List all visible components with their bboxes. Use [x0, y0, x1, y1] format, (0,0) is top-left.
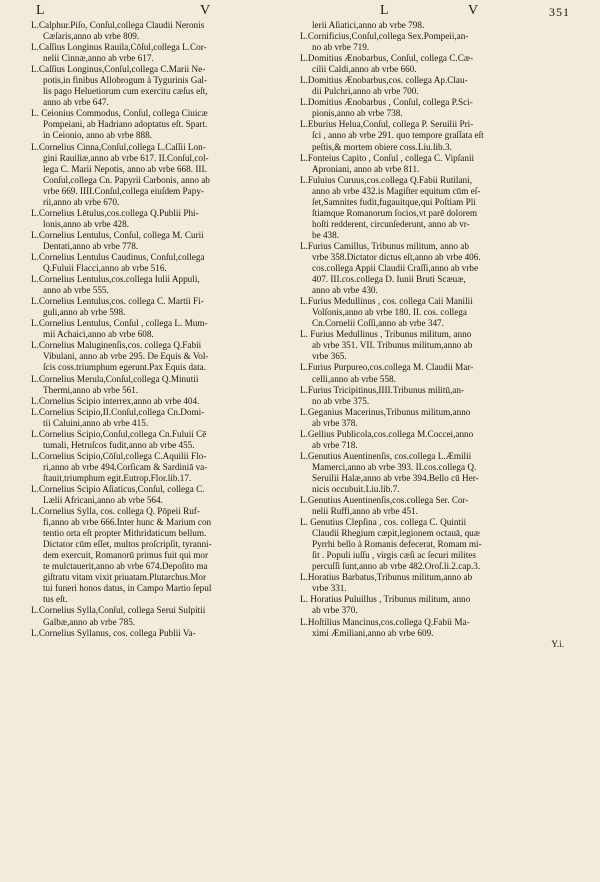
text-line: Seruilii Halæ,anno ab vrbe 394.Bello cū Her- — [312, 472, 479, 483]
text-line: Thermi,anno ab vrbe 561. — [43, 384, 139, 395]
text-line: L.Horatius Barbatus,Tribunus militum,anno ab — [300, 572, 473, 583]
text-line: L.Cornelius Scipio,Conſul,collega Cn.Fuluii Cē — [31, 428, 207, 439]
text-line: L.Domitius Ænobarbus, Conſul, collega C.Cæ- — [300, 53, 474, 64]
text-line: vrbe 365. — [312, 351, 347, 362]
text-line: Vibulani, anno ab vrbe 295. De Equis & Vol- — [43, 351, 209, 362]
text-line: anno ab vrbe 647. — [43, 97, 109, 108]
text-line: Cæſaris,anno ab vrbe 809. — [43, 31, 140, 42]
text-line: L.Cornelius Sylla, cos. collega Q. Pōpeii Ruf- — [31, 506, 200, 517]
text-line: anno ab vrbe 432.is Magiſter equitum cūm eſ- — [312, 185, 481, 196]
text-line: Claudii Rhegium cæpit,legionem octauā, quæ — [312, 528, 480, 539]
text-line: L.Cornificius,Conſul,collega Sex.Pompeii,an- — [300, 31, 469, 42]
text-line: L. Furius Medullinus , Tribunus militum, anno — [300, 329, 472, 340]
text-line: lega C. Marii Nepotis, anno ab vrbe 668. III. — [43, 163, 207, 174]
text-line: guli,anno ab vrbe 598. — [43, 307, 126, 318]
text-line: rii,anno ab vrbe 670. — [43, 196, 120, 207]
text-line: peſtis,& mortem obiere coss.Liu.lib.3. — [312, 141, 452, 152]
text-line: ſtauit,triumphum egit.Eutrop.Flor.lib.17. — [43, 472, 192, 483]
text-line: L.Cornelius Lētulus,cos.collega Q.Publii Phi- — [31, 207, 199, 218]
text-line: be 438. — [312, 229, 340, 240]
text-line: anno ab vrbe 430. — [312, 285, 378, 296]
running-header — [0, 0, 600, 22]
text-line: in Ceionio, anno ab vrbe 888. — [43, 130, 152, 141]
text-line: Mamerci,anno ab vrbe 393. II.cos.collega Q. — [312, 461, 477, 472]
text-line: gini Rauiliæ,anno ab vrbe 617. II.Conſul,col- — [43, 152, 209, 163]
text-line: cos.collega Appii Claudii Craſſi,anno ab vrbe — [312, 263, 479, 274]
header-letter-center-right: L — [380, 3, 390, 18]
text-line: ſit . Populi iuſſu , virgis cæſi ac ſecuri milites — [312, 550, 476, 561]
text-line: L.Domitius Ænobarbus,cos. collega Ap.Clau- — [300, 75, 468, 86]
text-line: L.Furius Camillus, Tribunus militum, anno ab — [300, 240, 469, 251]
text-line: celli,anno ab vrbe 558. — [312, 373, 396, 384]
text-line: Q.Fuluii Flacci,anno ab vrbe 516. — [43, 263, 167, 274]
text-line: L. Genutius Clepſina , cos. collega C. Quintii — [300, 517, 467, 528]
text-line: Pompeiani, ab Hadriano adoptatus eſt. Spart. — [43, 119, 208, 130]
text-line: Pyrrhi bello à Romanis defecerat, Romam mi- — [312, 539, 482, 550]
text-line: L.Cornelius Lentulus,cos. collega C. Martii Fi- — [31, 296, 204, 307]
text-line: hoſti redderent, circunſederunt, anno ab vr- — [312, 218, 470, 229]
text-line: te mulctauerit,anno ab vrbe 674.Depoſito ma — [43, 561, 208, 572]
text-line: ab vrbe 351. VII. Tribunus militum,anno ab — [312, 340, 473, 351]
text-line: ab vrbe 370. — [312, 605, 358, 616]
text-line: ab vrbe 718. — [312, 439, 358, 450]
text-line: ſet,Samnites fudit,fugauitque,qui Poſtiam Pli — [312, 196, 476, 207]
text-line: L.Cornelius Lentulus, Conſul, collega M. Curii — [31, 229, 204, 240]
text-line: percuſſi ſunt,anno ab vrbe 482.Oroſ.li.2.cap.3. — [312, 561, 481, 572]
text-line: L.Cornelius Lentulus Caudinus, Conſul,collega — [31, 251, 205, 262]
text-line: vrbe 669. IIII.Conſul,collega eiuſdem Papy- — [43, 185, 204, 196]
text-line: L.Geganius Macerinus,Tribunus militum,anno — [300, 406, 471, 417]
text-line: tentio orta eſt propter Mithridaticum bellum. — [43, 528, 207, 539]
text-line: tumali, Hetruſcos fudit,anno ab vrbe 455. — [43, 439, 195, 450]
text-line: L.Cornelius Syllanus, cos. collega Publii Va- — [31, 627, 196, 638]
text-line: Dentati,anno ab vrbe 778. — [43, 240, 139, 251]
text-line: lerii Aſiatici,anno ab vrbe 798. — [312, 20, 425, 30]
text-line: tii Caluini,anno ab vrbe 415. — [43, 417, 149, 428]
text-line: L.Gellius Publicola,cos.collega M.Coccei,anno — [300, 428, 474, 439]
text-line: Y.i. — [551, 638, 564, 649]
header-letter-right: V — [468, 3, 480, 18]
left-text-column — [31, 20, 293, 639]
text-line: L.Cornelius Cinna,Conſul,collega L.Caſſii Lon- — [31, 141, 206, 152]
text-line: ſtiamque Romanorum ſocios,vt parē dolorem — [312, 207, 478, 218]
text-line: no ab vrbe 375. — [312, 395, 370, 406]
text-line: L.Eburius Helua,Conſul, collega P. Seruilii Pri- — [300, 119, 474, 130]
text-line: Dictator cūm eſſet, multos proſcripſit, tyranni- — [43, 539, 212, 550]
text-line: ab vrbe 378. — [312, 417, 358, 428]
text-line: mii Achaici,anno ab vrbe 608. — [43, 329, 154, 340]
header-letter-center-left: V — [200, 3, 212, 18]
text-line: potis,in finibus Allobrogum à Tygurinis Gal- — [43, 75, 208, 86]
right-text-column — [300, 20, 572, 650]
text-line: Cn.Cornelii Coſſi,anno ab vrbe 347. — [312, 318, 444, 329]
text-line: L.Genutius Auentinenſis, cos.collega L.Æmilii — [300, 450, 472, 461]
text-line: cilii Caldi,anno ab vrbe 660. — [312, 64, 417, 75]
text-line: L.Cornelius Merula,Conſul,collega Q.Minutii — [31, 373, 199, 384]
text-line: nelii Cinnæ,anno ab vrbe 617. — [43, 53, 154, 64]
text-line: Volſonis,anno ab vrbe 180. II. cos. collega — [312, 307, 467, 318]
text-line: dii Pulchri,anno ab vrbe 700. — [312, 86, 419, 97]
text-line: L.Domitius Ænobarbus , Conſul, collega P.Sci- — [300, 97, 473, 108]
text-line: pionis,anno ab vrbe 738. — [312, 108, 403, 119]
text-line: L.Genutius Auentinenſis,cos.collega Ser. Cor- — [300, 495, 469, 506]
text-line: L. Ceionius Commodus, Conſul, collega Ciuicæ — [31, 108, 208, 119]
text-line: L.Caſſius Longinus,Conſul,collega C.Marii Ne- — [31, 64, 206, 75]
text-line: L.Hoſtilius Mancinus,cos.collega Q.Fabii Ma- — [300, 616, 470, 627]
text-line: L.Furius Tricipitinus,IIII.Tribunus militū,an- — [300, 384, 465, 395]
text-line: L.Fonteius Capito , Conſul , collega C. Vipſanii — [300, 152, 475, 163]
text-line: anno ab vrbe 555. — [43, 285, 109, 296]
text-line: ſci , anno ab vrbe 291. quo tempore graſſata eſt — [312, 130, 484, 141]
text-line: nelii Ruffi,anno ab vrbe 451. — [312, 506, 418, 517]
text-line: L. Horatius Puluillus , Tribunus militum, anno — [300, 594, 471, 605]
text-line: L.Cornelius Scipio Aſiaticus,Conſul, collega C. — [31, 483, 205, 494]
text-line: Conſul,collega Cn. Papyrii Carbonis, anno ab — [43, 174, 210, 185]
text-line: L.Fuluius Curuus,cos.collega Q.Fabii Rutilani, — [300, 174, 473, 185]
text-line: lonis,anno ab vrbe 428. — [43, 218, 129, 229]
text-line: dem exercuit, Romanorū primus fuit qui mor — [43, 550, 209, 561]
text-line: L.Furius Medullinus , cos. collega Caii Manilii — [300, 296, 473, 307]
page-number: 351 — [549, 5, 570, 19]
text-line: L.Cornelius Scipio,Cōſul,collega C.Aquilii Flo- — [31, 450, 207, 461]
text-line: ſcis coss.triumphum egerunt.Pax Equis data. — [43, 362, 207, 373]
text-line: vrbe 331. — [312, 583, 347, 594]
text-line: L.Calphur.Piſo, Conſul,collega Claudii Neronis — [31, 20, 205, 30]
text-line: L.Cornelius Lentulus, Conſul , collega L. Mum- — [31, 318, 208, 329]
text-line: L.Caſſius Longinus Rauila,Cōſul,collega L.Cor- — [31, 42, 207, 53]
text-line: L.Cornelius Sylla,Conſul, collega Serui Sulpitii — [31, 605, 206, 616]
text-line: L.Cornelius Maluginenſis,cos. collega Q.Fabii — [31, 340, 202, 351]
text-line: nicis occubuit.Liu.lib.7. — [312, 483, 400, 494]
text-line: 407. III.cos.collega D. Iunii Bruti Scæuæ, — [312, 274, 466, 285]
text-line: Lælii Africani,anno ab vrbe 564. — [43, 495, 163, 506]
text-line: Aproniani, anno ab vrbe 811. — [312, 163, 420, 174]
text-line: lis pago Heluetiorum cum exercitu cæſus eſt, — [43, 86, 208, 97]
text-line: L.Cornelius Scipio,II.Conſul,collega Cn.Domi- — [31, 406, 205, 417]
text-line: no ab vrbe 719. — [312, 42, 370, 53]
text-line: ri,anno ab vrbe 494.Corſicam & Sardiniā va- — [43, 461, 208, 472]
text-line: tus eſt. — [43, 594, 68, 605]
text-line: fi,anno ab vrbe 666.Inter hunc & Marium con — [43, 517, 212, 528]
text-line: Galbæ,anno ab vrbe 785. — [43, 616, 136, 627]
text-line: L.Cornelius Lentulus,cos.collega Iulii Appuli, — [31, 274, 200, 285]
text-line: vrbe 358.Dictator dictus eſt,anno ab vrbe 406. — [312, 251, 481, 262]
text-line: giſtratu vitam vixit priuatam.Plutarchus.Mor — [43, 572, 207, 583]
text-line: L.Furius Purpureo,cos.collega M. Claudii Mar- — [300, 362, 474, 373]
text-line: tui funeri honos datus, in Campo Martio ſepul — [43, 583, 212, 594]
header-letter-left: L — [36, 3, 46, 18]
text-line: L.Cornelius Scipio interrex,anno ab vrbe 404. — [31, 395, 200, 406]
text-line: ximi Æmiliani,anno ab vrbe 609. — [312, 627, 434, 638]
